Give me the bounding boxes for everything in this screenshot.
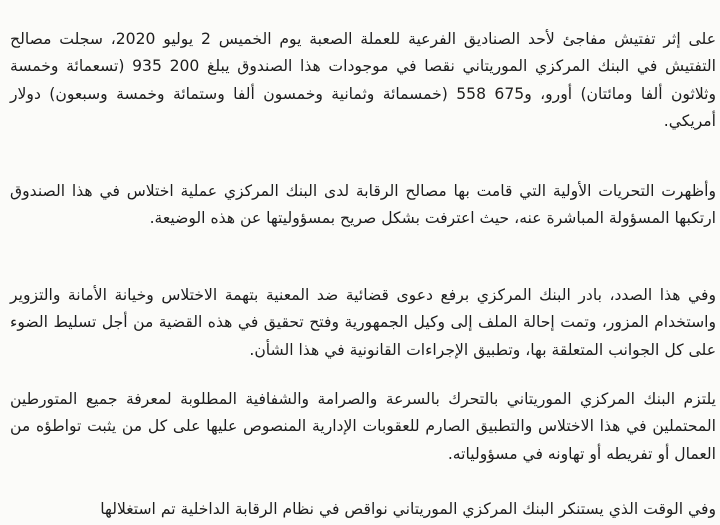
paragraph-lawsuit: وفي هذا الصدد، بادر البنك المركزي برفع دعوى قضائية ضد المعنية بتهمة الاختلاس وخيانة الأمانة والتزوير واستخدام المزور، وتمت إحالة الملف إلى وكيل الجمهورية وفتح تحقيق في هذه القضية من أجل تسليط الضوء على كل الجوانب المتعلقة بها، وتطبيق الإجراءات القانونية في هذا الشأن.	[10, 286, 716, 359]
paragraph-cut-off: وفي الوقت الذي يستنكر البنك المركزي الموريتاني نواقص في نظام الرقابة الداخلية تم استغلالها	[100, 500, 716, 518]
paragraph-commitment: يلتزم البنك المركزي الموريتاني بالتحرك بالسرعة والصرامة والشفافية المطلوبة لمعرفة جميع المتورطين المحتملين في هذا الاختلاس والتطبيق الصارم للعقوبات الإدارية المنصوص عليها على كل من يثبت تواطؤه من العمال أو تفريطه أو تهاونه في مسؤولياته.	[10, 390, 716, 463]
paragraph-investigation: وأظهرت التحريات الأولية التي قامت بها مصالح الرقابة لدى البنك المركزي عملية اختلاس في هذا الصندوق ارتكبها المسؤولة المباشرة عنه، حيث اعترفت بشكل صريح بمسؤوليتها عن هذه الوضيعة.	[10, 182, 716, 228]
paragraph-inspection: على إثر تفتيش مفاجئ لأحد الصناديق الفرعية للعملة الصعبة يوم الخميس 2 يوليو 2020، سجلت مصالح التفتيش في البنك المركزي الموريتاني نقصا في موجودات هذا الصندوق يبلغ 200 935 (تسعمائة وخمسة وثلاثون ألفا ومائتان) أورو، و675 558 (خمسمائة وثمانية وخمسون ألفا وستمائة وخمسة وسبعون) دولار أمريكي.	[10, 30, 717, 130]
